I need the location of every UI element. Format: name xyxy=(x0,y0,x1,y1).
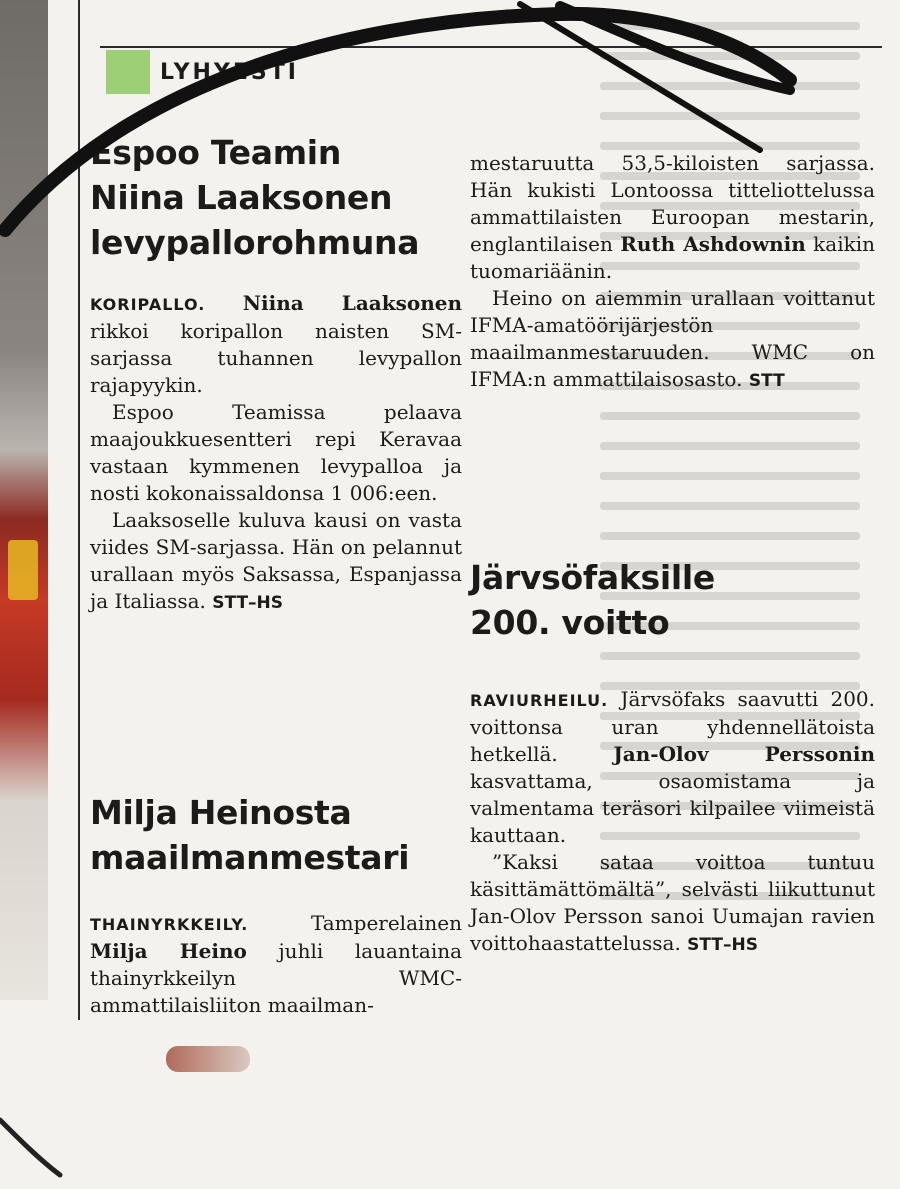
article-1-headline xyxy=(90,130,462,265)
article-2-lead-name: Milja Heino xyxy=(90,939,247,963)
article-1-lead-text: rikkoi koripallon naisten SM-sarjassa tuhannen levypallon rajapyykin. xyxy=(90,319,462,397)
article-1-paragraph-2: Espoo Teamissa pelaava maajoukkuesentteri repi Keravaa vastaan kymmenen levypalloa ja nosti kokonaissaldonsa 1 006:een. xyxy=(90,400,462,505)
article-2-lead-rest xyxy=(470,150,875,285)
article-2-lead-a: Tamperelainen xyxy=(310,911,462,935)
adjacent-photo-edge xyxy=(0,0,48,1000)
headline-line: Niina Laaksonen xyxy=(90,178,393,217)
article-1-lead xyxy=(90,290,462,399)
article-2-signature: STT xyxy=(748,371,785,391)
article-2-lead-end: kaikin tuomariäänin. xyxy=(470,232,876,283)
article-3-body xyxy=(470,686,875,959)
article-2-paragraph-2-text: Heino on aiemmin urallaan voittanut IFMA-amatöörijärjestön maailmanmestaruuden. WMC on IFMA:n ammattilaisosasto. xyxy=(470,286,875,391)
article-2-lead-rest-visible: mestaruutta 53,5-kiloisten sarjassa. Hän kukisti Lontoossa titteliottelussa ammattilaisten Euroopan mestarin, englantilaisen xyxy=(470,151,875,256)
article-2-paragraph-2 xyxy=(470,285,875,395)
section-title: LYHYESTI xyxy=(160,59,299,85)
article-1-kicker: KORIPALLO. xyxy=(90,295,206,314)
article-3-lead-name: Jan-Olov Perssonin xyxy=(613,742,876,766)
article-3-signature: STT–HS xyxy=(687,935,758,955)
headline-line: Milja Heinosta xyxy=(90,793,352,832)
article-1-signature: STT–HS xyxy=(212,593,284,613)
article-1-paragraph-3-text: Laaksoselle kuluva kausi on vasta viides SM-sarjassa. Hän on pelannut urallaan myös Saksassa, Espanjassa ja Italiassa. xyxy=(90,508,462,613)
article-3-paragraph-2 xyxy=(470,849,875,959)
article-2-body-part-2 xyxy=(470,150,875,395)
article-3-kicker: RAVIURHEILU. xyxy=(470,691,609,710)
article-3-lead-rest: kasvattama, osaomistama ja valmentama teräsori kilpailee viimeistä kauttaan. xyxy=(470,769,875,847)
article-1-paragraph-3 xyxy=(90,507,462,617)
headline-line: maailmanmestari xyxy=(90,838,410,877)
article-3-lead-a: Järvsöfaks saavutti 200. voittonsa uran yhdennellätoista hetkellä. xyxy=(470,687,875,766)
headline-line: levypallorohmuna xyxy=(90,223,420,262)
article-2-lead xyxy=(90,910,462,1019)
article-2-headline xyxy=(90,790,462,880)
section-header xyxy=(106,50,299,94)
article-2-opponent-name: Ruth Ashdownin xyxy=(620,232,806,256)
article-1-body xyxy=(90,290,462,617)
article-3-lead xyxy=(470,686,875,849)
article-3-paragraph-2-text: ”Kaksi sataa voittoa tuntuu käsittämättömältä”, selvästi liikuttunut Jan-Olov Persson sanoi Uumajan ravien voittohaastattelussa. xyxy=(470,850,875,955)
section-color-square xyxy=(106,50,150,94)
article-2-kicker: THAINYRKKEILY. xyxy=(90,915,249,934)
section-top-rule xyxy=(100,46,882,48)
headline-line: Espoo Teamin xyxy=(90,133,342,172)
article-1-lead-name: Niina Laaksonen xyxy=(242,291,463,315)
article-3-headline xyxy=(470,555,875,645)
headline-line: Järvsöfaksille xyxy=(470,558,715,597)
adjacent-image-fragment xyxy=(166,1046,250,1072)
headline-line: 200. voitto xyxy=(470,603,670,642)
article-2-lead-continued: juhli lauantaina thainyrkkeilyn WMC-ammattilaisliiton maailman- xyxy=(90,939,462,1017)
article-2-body-part-1 xyxy=(90,910,462,1040)
column-rule xyxy=(78,0,80,1020)
